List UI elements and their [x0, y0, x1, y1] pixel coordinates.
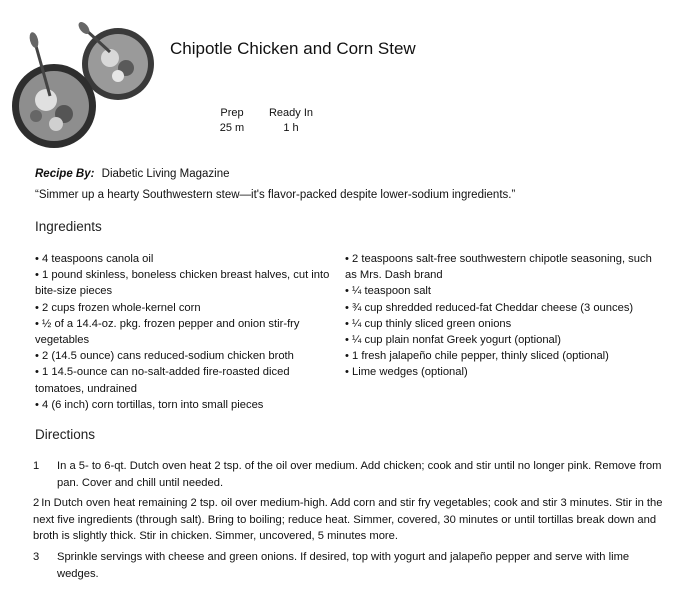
recipe-title: Chipotle Chicken and Corn Stew: [170, 39, 416, 58]
direction-step: [33, 495, 673, 545]
step-text: Sprinkle servings with cheese and green onions. If desired, top with yogurt and jalapeño pepper and serve with lime wedges.: [57, 550, 630, 580]
ingredient-item: • 1 14.5-ounce can no-salt-added fire-roasted diced tomatoes, undrained: [35, 364, 335, 396]
directions-heading: Directions: [35, 427, 96, 442]
prep-value: 25 m: [219, 122, 245, 134]
prep-label: Prep: [220, 107, 244, 119]
ready-time: [268, 106, 314, 136]
ingredients-heading: Ingredients: [35, 219, 102, 234]
ingredient-item: • ¼ cup thinly sliced green onions: [345, 316, 655, 332]
byline-source: Diabetic Living Magazine: [101, 168, 230, 180]
ingredient-item: • 2 (14.5 ounce) cans reduced-sodium chicken broth: [35, 348, 335, 364]
ingredient-item: • ½ of a 14.4-oz. pkg. frozen pepper and onion stir-fry vegetables: [35, 316, 335, 348]
step-text: In Dutch oven heat remaining 2 tsp. oil over medium-high. Add corn and stir fry vegetables; cook and stir 3 minutes. Stir in the next five ingredients (through salt). Bring to boiling; reduce heat. Simmer, covered, 30 minutes or until tortillas break down and broth is slightly thick. Stir in chicken. Simmer, uncovered, 5 minutes more.: [33, 497, 663, 543]
ingredient-item: • 4 teaspoons canola oil: [35, 251, 335, 267]
ready-label: Ready In: [268, 107, 314, 119]
ingredient-item: • 1 pound skinless, boneless chicken breast halves, cut into bite-size pieces: [35, 267, 335, 299]
ingredient-item: • 4 (6 inch) corn tortillas, torn into small pieces: [35, 397, 335, 413]
ingredients-list-right: [345, 251, 655, 381]
byline-label: Recipe By:: [35, 168, 95, 180]
direction-step: [33, 458, 673, 491]
ingredient-item: • 2 cups frozen whole-kernel corn: [35, 300, 335, 316]
ready-value: 1 h: [283, 122, 299, 134]
prep-time: [214, 106, 250, 136]
ingredient-item: • Lime wedges (optional): [345, 364, 655, 380]
ingredient-item: • 1 fresh jalapeño chile pepper, thinly sliced (optional): [345, 348, 655, 364]
step-number: 3: [33, 550, 40, 563]
ingredient-item: • 2 teaspoons salt-free southwestern chipotle seasoning, such as Mrs. Dash brand: [345, 251, 655, 283]
direction-step: [33, 549, 673, 582]
ingredients-list-left: [35, 251, 335, 413]
step-number: 2: [33, 497, 40, 510]
step-text: In a 5- to 6-qt. Dutch oven heat 2 tsp. of the oil over medium. Add chicken; cook and stir until no longer pink. Remove from pan. Cover and chill until needed.: [57, 460, 662, 489]
ingredient-item: • ¾ cup shredded reduced-fat Cheddar cheese (3 ounces): [345, 300, 655, 316]
recipe-photo: [6, 6, 154, 151]
directions-list: [33, 458, 673, 586]
step-number: 1: [33, 460, 40, 472]
ingredient-item: • ¼ cup plain nonfat Greek yogurt (optional): [345, 332, 655, 348]
ingredient-item: • ¼ teaspoon salt: [345, 283, 655, 299]
recipe-description: “Simmer up a hearty Southwestern stew—it's flavor-packed despite lower-sodium ingredients.”: [35, 189, 516, 201]
recipe-byline: [35, 168, 230, 180]
